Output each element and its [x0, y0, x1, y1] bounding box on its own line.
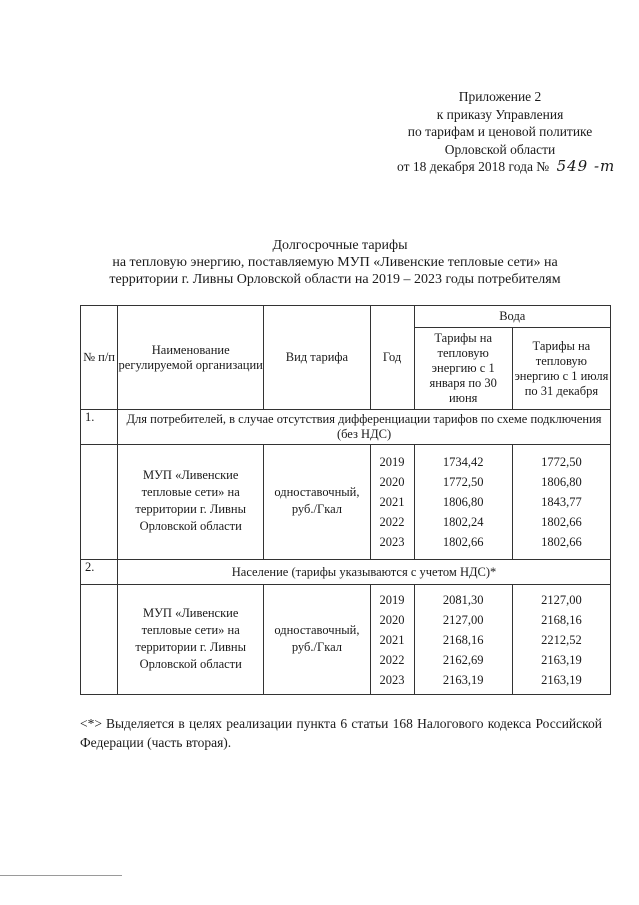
appendix-order-ref: к приказу Управления: [436, 106, 564, 122]
year-value: 2022: [379, 652, 405, 667]
year-value: 2020: [379, 475, 405, 489]
section-row: [81, 560, 611, 585]
tariff-value: 2081,30: [442, 592, 484, 607]
section-title: Население (тарифы указываются с учетом НДС)*: [118, 560, 611, 585]
org-name: МУП «Ливенские тепловые сети» на территории г. Ливны Орловской области: [135, 605, 247, 671]
year-value: 2023: [379, 535, 405, 549]
scan-edge-line: [0, 875, 122, 876]
tariff-value: 2162,69: [442, 652, 484, 667]
appendix-authority: по тарифам и ценовой политике: [407, 124, 593, 139]
header-group-voda: Вода: [414, 306, 610, 328]
appendix-header: [380, 88, 620, 176]
table-row: [81, 445, 611, 560]
tariff-value: 2127,00: [541, 592, 582, 607]
appendix-region: Орловской области: [444, 141, 556, 157]
org-name: МУП «Ливенские тепловые сети» на территории г. Ливны Орловской области: [135, 468, 247, 533]
tariff-value: 2168,16: [541, 612, 582, 627]
tariff-value: 1802,66: [442, 535, 484, 549]
year-value: 2019: [379, 592, 405, 607]
tariff-value: 2127,00: [442, 612, 484, 627]
years-cell: [370, 445, 414, 560]
tariff-value: 2163,19: [541, 652, 582, 667]
appendix-date-line: [397, 158, 620, 176]
header-kind: Вид тарифа: [264, 306, 370, 410]
header-year: Год: [370, 306, 414, 410]
year-value: 2020: [379, 612, 405, 627]
order-number-handwritten: 549 -т: [556, 157, 616, 175]
tariff-kind: одноставочный, руб./Гкал: [274, 622, 360, 654]
org-cell: [118, 445, 264, 560]
footnote-symbol: <*>: [80, 716, 102, 731]
year-value: 2019: [379, 455, 405, 469]
title-line-3: территории г. Ливны Орловской области на 2019 – 2023 годы потребителям: [109, 272, 561, 287]
tariff-value: 2163,19: [442, 672, 484, 687]
tariff-value: 1802,66: [541, 535, 582, 549]
tariff-kind: одноставочный, руб./Гкал: [274, 485, 360, 516]
document-title: [90, 237, 590, 288]
empty-cell: [81, 585, 118, 695]
tariff-value: 2168,16: [442, 632, 484, 647]
header-tariff-second-half: Тарифы на тепловую энергию с 1 июля по 31 декабря: [512, 328, 610, 410]
tariff-value: 1802,24: [442, 515, 484, 529]
kind-cell: [264, 445, 370, 560]
kind-cell: [264, 585, 370, 695]
year-value: 2021: [379, 632, 405, 647]
first-half-cell: [414, 445, 512, 560]
first-half-cell: [414, 585, 512, 695]
org-cell: [118, 585, 264, 695]
header-num: № п/п: [81, 306, 118, 410]
header-org: Наименование регулируемой организации: [118, 306, 264, 410]
year-value: 2023: [379, 672, 405, 687]
footnote-text: Выделяется в целях реализации пункта 6 статьи 168 Налогового кодекса Российской Федерации (часть вторая).: [80, 716, 602, 750]
tariff-value: 1772,50: [442, 475, 484, 489]
tariff-value: 1772,50: [541, 455, 582, 469]
footnote: [80, 714, 602, 752]
appendix-date: от 18 декабря 2018 года №: [397, 159, 550, 174]
title-line-1: Долгосрочные тарифы: [272, 238, 408, 253]
section-number: 1.: [81, 410, 118, 445]
year-value: 2021: [379, 495, 405, 509]
section-row: [81, 410, 611, 445]
title-line-2: на тепловую энергию, поставляемую МУП «Ливенские тепловые сети» на: [112, 255, 558, 270]
tariff-value: 1806,80: [442, 495, 484, 509]
second-half-cell: [512, 585, 610, 695]
second-half-cell: [512, 445, 610, 560]
tariff-value: 1806,80: [541, 475, 582, 489]
section-title: Для потребителей, в случае отсутствия дифференциации тарифов по схеме подключения (без НДС): [118, 410, 611, 445]
table-header-row: [81, 306, 611, 328]
year-value: 2022: [379, 515, 405, 529]
header-tariff-first-half: Тарифы на тепловую энергию с 1 января по 30 июня: [414, 328, 512, 410]
tariff-value: 2212,52: [541, 632, 582, 647]
empty-cell: [81, 445, 118, 560]
appendix-title: Приложение 2: [458, 89, 542, 104]
tariff-value: 2163,19: [541, 672, 582, 687]
tariff-value: 1734,42: [442, 455, 484, 469]
table-row: [81, 585, 611, 695]
tariff-value: 1843,77: [541, 495, 582, 509]
tariff-table: [80, 305, 611, 695]
tariff-value: 1802,66: [541, 515, 582, 529]
section-number: 2.: [81, 560, 118, 585]
years-cell: [370, 585, 414, 695]
